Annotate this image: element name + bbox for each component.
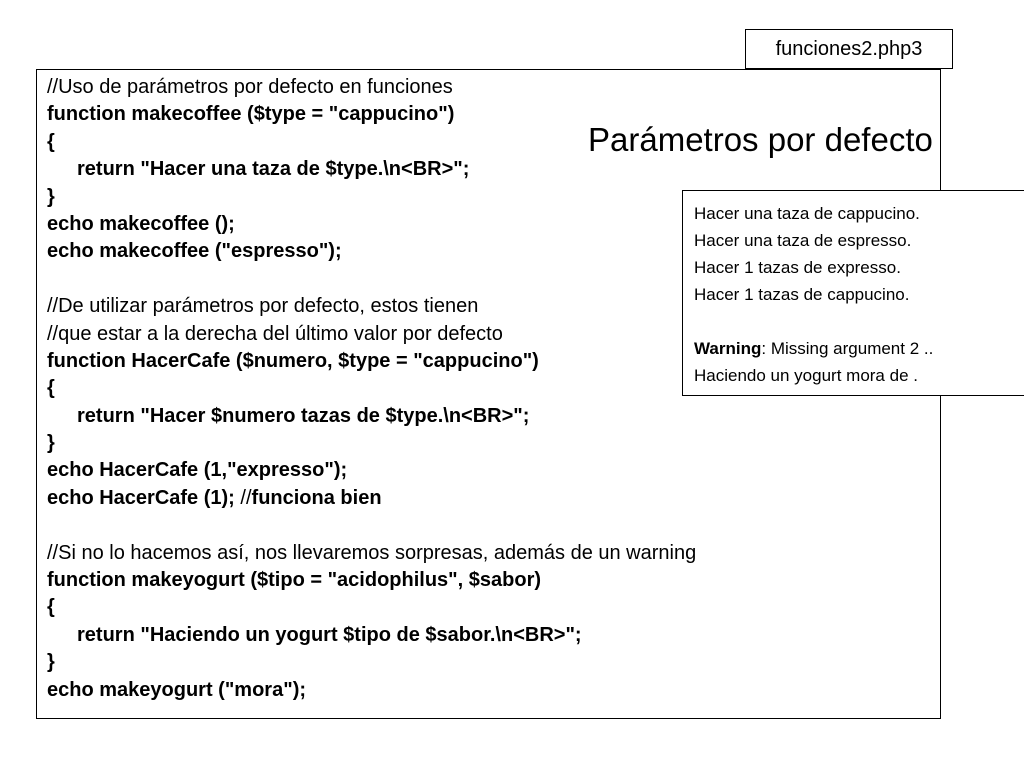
filename-label: funciones2.php3 <box>745 29 953 69</box>
code-line: { <box>47 130 55 153</box>
code-line: return "Haciendo un yogurt $tipo de $sabor.\n<BR>"; <box>77 623 582 646</box>
output-line: Hacer 1 tazas de cappucino. <box>694 285 910 304</box>
code-comment-line: //que estar a la derecha del último valor por defecto <box>47 322 503 345</box>
output-line: Haciendo un yogurt mora de . <box>694 366 918 385</box>
code-line: } <box>47 651 55 674</box>
code-blank-line <box>47 512 696 539</box>
output-lines <box>694 200 933 389</box>
code-line: function makeyogurt ($tipo = "acidophilus", $sabor) <box>47 569 542 592</box>
code-line: echo makecoffee ("espresso"); <box>47 240 342 263</box>
output-blank-line <box>694 308 933 335</box>
code-line: function HacerCafe ($numero, $type = "cappucino") <box>47 349 539 372</box>
code-blank-line <box>47 266 696 293</box>
code-comment-line: //De utilizar parámetros por defecto, estos tienen <box>47 295 479 318</box>
code-line: { <box>47 377 55 400</box>
warning-text: : Missing argument 2 .. <box>761 339 934 358</box>
code-comment-line: //Si no lo hacemos así, nos llevaremos sorpresas, además de un warning <box>47 541 697 564</box>
code-line: { <box>47 596 55 619</box>
code-line: return "Hacer una taza de $type.\n<BR>"; <box>77 158 470 181</box>
code-line: echo makecoffee (); <box>47 212 235 235</box>
code-segment: echo HacerCafe (1); <box>47 486 241 509</box>
page-title: Parámetros por defecto <box>588 121 933 158</box>
code-line: } <box>47 185 55 208</box>
code-line-with-comment <box>47 485 696 512</box>
output-line: Hacer 1 tazas de expresso. <box>694 258 901 277</box>
code-line: return "Hacer $numero tazas de $type.\n<BR>"; <box>77 404 530 427</box>
warning-label: Warning <box>694 339 762 358</box>
code-line: } <box>47 432 55 455</box>
code-line: function makecoffee ($type = "cappucino") <box>47 103 455 126</box>
code-line: echo HacerCafe (1,"expresso"); <box>47 459 348 482</box>
code-lines <box>47 74 696 704</box>
warning-line <box>694 335 933 362</box>
comment-text: funciona bien <box>251 486 382 509</box>
output-line: Hacer una taza de espresso. <box>694 231 912 250</box>
code-line: echo makeyogurt ("mora"); <box>47 678 307 701</box>
output-box <box>682 190 1024 396</box>
output-line: Hacer una taza de cappucino. <box>694 204 920 223</box>
comment-prefix: // <box>240 486 252 509</box>
code-comment-line: //Uso de parámetros por defecto en funciones <box>47 76 453 98</box>
